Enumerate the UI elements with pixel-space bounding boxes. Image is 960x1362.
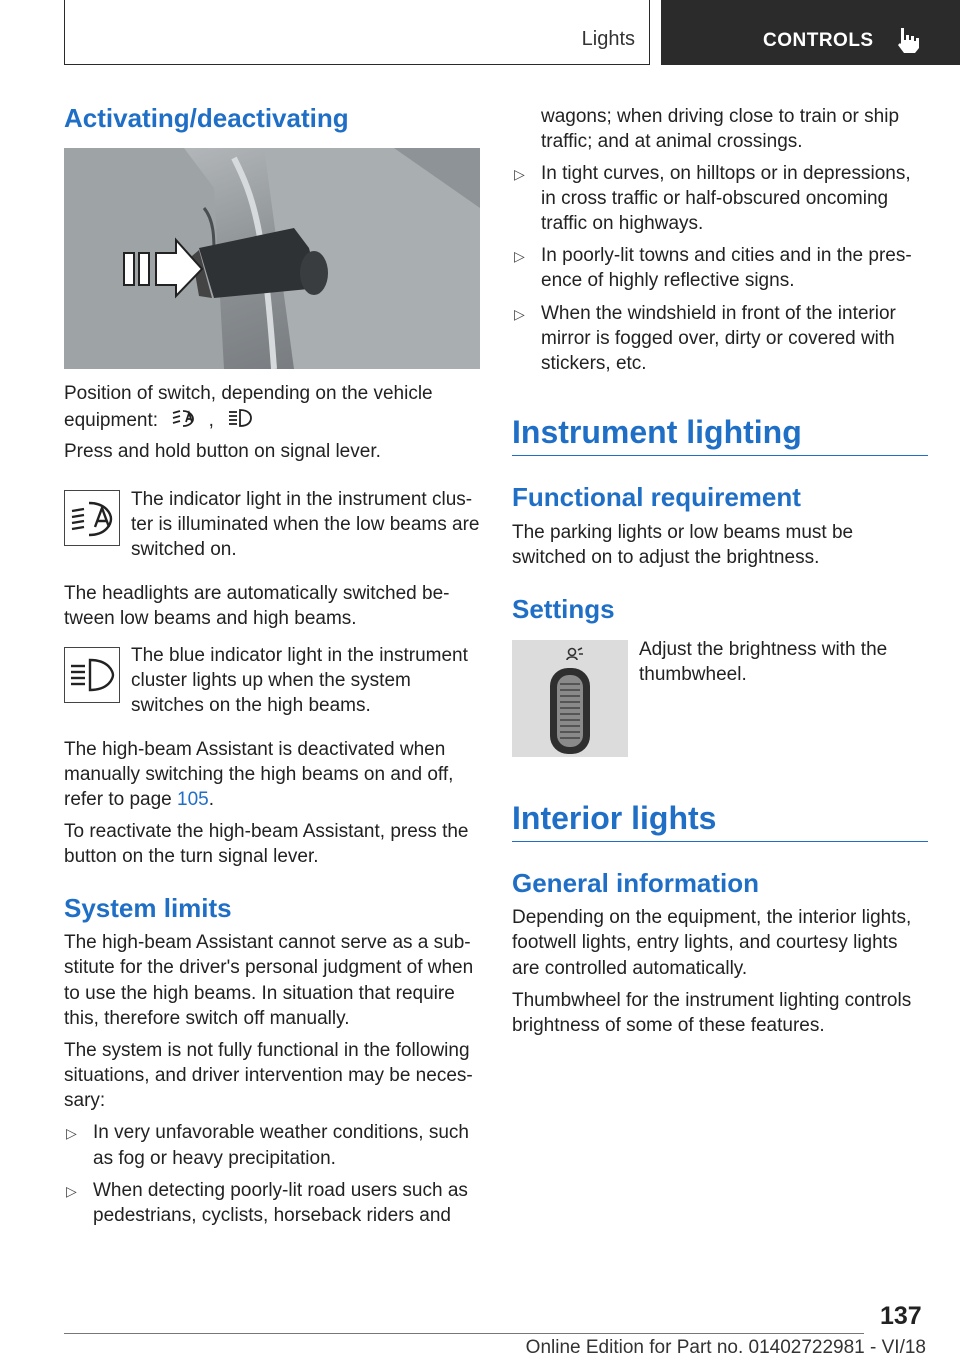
limits-p2-line1: The system is not fully functional in the following	[64, 1040, 470, 1061]
heading-general-information: General information	[512, 868, 760, 898]
limits-p1-line1: The high-beam Assistant cannot serve as a sub-	[64, 932, 471, 953]
bullet-marker: ▷	[66, 1125, 77, 1141]
heading-settings: Settings	[512, 594, 615, 624]
indicator1-line1: The indicator light in the instrument clus-	[131, 489, 473, 510]
heading-activating: Activating/deactivating	[64, 103, 349, 133]
general-line1: Depending on the equipment, the interior lights,	[512, 907, 912, 928]
heading-instrument-lighting: Instrument lighting	[512, 414, 928, 456]
deactivated-line2: manually switching the high beams on and off,	[64, 764, 454, 785]
auto-switch-line1: The headlights are automatically switched be-	[64, 583, 450, 604]
general-line2: footwell lights, entry lights, and courtesy lights	[512, 932, 898, 953]
signal-lever-illustration	[64, 148, 480, 369]
high-beam-icon	[65, 648, 121, 704]
indicator-high-beam-icon	[64, 647, 120, 703]
footer-edition: Online Edition for Part no. 01402722981 - VI/18	[525, 1337, 926, 1358]
right-bullet1-line3: traffic on highways.	[541, 213, 704, 234]
left-bullet2-line2: pedestrians, cyclists, horseback riders and	[93, 1205, 451, 1226]
left-bullet1-line2: as fog or heavy precipitation.	[93, 1148, 336, 1169]
bullet-marker: ▷	[514, 248, 525, 264]
limits-p1-line4: this, therefore switch off manually.	[64, 1008, 350, 1029]
right-bullet3-line3: stickers, etc.	[541, 353, 647, 374]
heading-interior-lights: Interior lights	[512, 800, 928, 842]
settings-line1: Adjust the brightness with the	[639, 639, 888, 660]
refer-page-line: refer to page 105.	[64, 789, 215, 810]
header-section-title: Lights	[581, 28, 635, 50]
right-bullet3-line2: mirror is fogged over, dirty or covered with	[541, 328, 895, 349]
pointing-hand-icon	[895, 26, 921, 54]
indicator-high-beam-assist-icon	[64, 490, 120, 546]
right-bullet2-line2: ence of highly reflective signs.	[541, 270, 795, 291]
reactivate-line1: To reactivate the high-beam Assistant, press the	[64, 821, 469, 842]
right-cont-line1: wagons; when driving close to train or ship	[541, 106, 900, 127]
settings-line2: thumbwheel.	[639, 664, 747, 685]
limits-p2-line3: sary:	[64, 1090, 106, 1111]
thumbwheel-image	[512, 640, 628, 757]
high-beam-icon	[227, 407, 253, 429]
indicator2-line3: switches on the high beams.	[131, 695, 371, 716]
deactivated-line1: The high-beam Assistant is deactivated when	[64, 739, 446, 760]
heading-system-limits: System limits	[64, 893, 232, 923]
auto-switch-line2: tween low beams and high beams.	[64, 608, 357, 629]
heading-functional-requirement: Functional requirement	[512, 482, 801, 512]
limits-p2-line2: situations, and driver intervention may be neces-	[64, 1065, 473, 1086]
functional-line2: switched on to adjust the brightness.	[512, 547, 820, 568]
right-bullet1-line1: In tight curves, on hilltops or in depressions,	[541, 163, 911, 184]
indicator2-line1: The blue indicator light in the instrument	[131, 645, 468, 666]
thumbwheel-illustration	[512, 640, 628, 757]
header-chapter-label: CONTROLS	[763, 30, 874, 51]
page-reference-link[interactable]: 105	[177, 789, 209, 810]
general-line3: are controlled automatically.	[512, 958, 748, 979]
right-cont-line2: traffic; and at animal crossings.	[541, 131, 803, 152]
footer-rule	[64, 1333, 864, 1334]
left-bullet1-line1: In very unfavorable weather conditions, such	[93, 1122, 469, 1143]
high-beam-assist-a-icon	[65, 491, 121, 547]
indicator1-line2: ter is illuminated when the low beams are	[131, 514, 480, 535]
press-hold-text: Press and hold button on signal lever.	[64, 441, 381, 462]
bullet-marker: ▷	[514, 306, 525, 322]
functional-line1: The parking lights or low beams must be	[512, 522, 854, 543]
page-number: 137	[880, 1302, 922, 1330]
header-section-box	[64, 0, 650, 65]
indicator2-line2: cluster lights up when the system	[131, 670, 411, 691]
indicator1-line3: switched on.	[131, 539, 237, 560]
limits-p1-line3: to use the high beams. In situation that require	[64, 983, 455, 1004]
header-chapter-tab[interactable]	[661, 0, 960, 65]
thumb-line2: brightness of some of these features.	[512, 1015, 825, 1036]
right-bullet1-line2: in cross traffic or half-obscured oncoming	[541, 188, 889, 209]
caption-line1: Position of switch, depending on the vehicle	[64, 383, 433, 404]
bullet-marker: ▷	[514, 166, 525, 182]
bullet-marker: ▷	[66, 1183, 77, 1199]
right-bullet2-line1: In poorly-lit towns and cities and in the pres-	[541, 245, 912, 266]
limits-p1-line2: stitute for the driver's personal judgment of when	[64, 957, 474, 978]
left-bullet2-line1: When detecting poorly-lit road users such as	[93, 1180, 468, 1201]
caption-line2: equipment: ,	[64, 407, 253, 434]
signal-lever-photo	[64, 148, 480, 369]
right-bullet3-line1: When the windshield in front of the interior	[541, 303, 896, 324]
high-beam-assist-a-icon	[171, 407, 197, 429]
reactivate-line2: button on the turn signal lever.	[64, 846, 319, 867]
thumb-line1: Thumbwheel for the instrument lighting controls	[512, 990, 912, 1011]
